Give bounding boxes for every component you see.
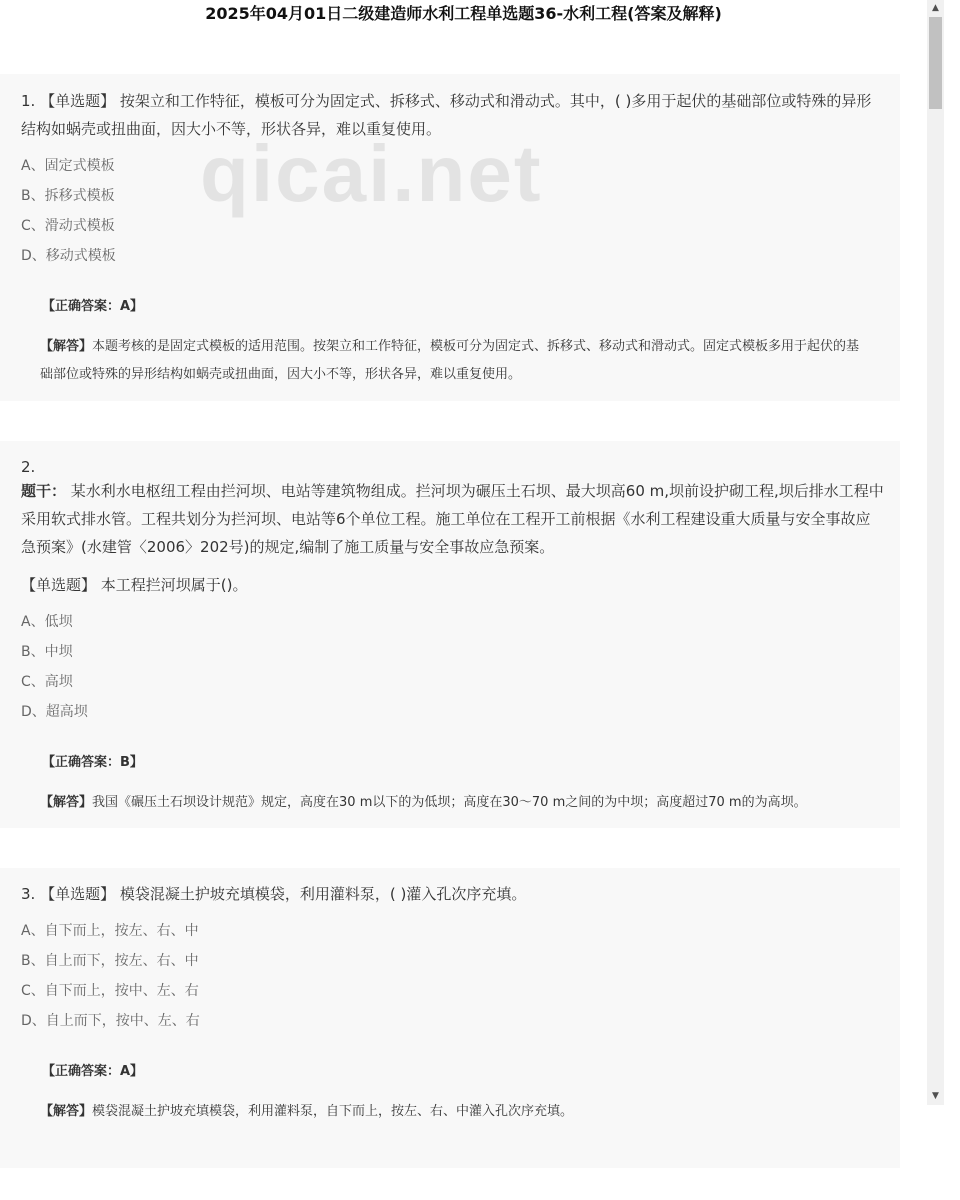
option-b[interactable]: B、拆移式模板 <box>21 188 115 204</box>
explanation <box>40 333 868 389</box>
explanation-label: 【解答】 <box>40 795 93 810</box>
explanation <box>40 789 868 817</box>
option-b[interactable]: B、自上而下，按左、右、中 <box>21 953 199 969</box>
option-a[interactable]: A、固定式模板 <box>21 158 115 174</box>
question-card-3 <box>0 868 900 1168</box>
question-text <box>21 87 884 143</box>
question-number: 2. <box>21 458 36 476</box>
scroll-up-icon[interactable]: ▲ <box>932 3 939 13</box>
question-card-2 <box>0 441 900 828</box>
option-d[interactable]: D、超高坝 <box>21 704 88 720</box>
question-body: 按架立和工作特征，模板可分为固定式、拆移式、移动式和滑动式。其中，( )多用于起伏的基础部位或特殊的异形结构如蜗壳或扭曲面，因大小不等，形状各异，难以重复使用。 <box>21 92 872 138</box>
question-text <box>21 880 884 908</box>
option-a[interactable]: A、自下而上，按左、右、中 <box>21 923 199 939</box>
explanation-text: 我国《碾压土石坝设计规范》规定，高度在30 m以下的为低坝；高度在30～70 m之间的为中坝；高度超过70 m的为高坝。 <box>92 795 807 810</box>
question-stem <box>21 477 884 561</box>
question-body: 本工程拦河坝属于()。 <box>100 576 248 594</box>
option-a[interactable]: A、低坝 <box>21 614 73 630</box>
explanation-label: 【解答】 <box>40 339 93 354</box>
option-c[interactable]: C、高坝 <box>21 674 73 690</box>
question-number: 3. <box>21 885 36 903</box>
question-card-1 <box>0 74 900 401</box>
question-type-tag: 【单选题】 <box>21 576 97 594</box>
option-list <box>21 151 900 271</box>
stem-text: 某水利水电枢纽工程由拦河坝、电站等建筑物组成。拦河坝为碾压土石坝、最大坝高60 m,坝前设护砌工程,坝后排水工程中采用软式排水管。工程共划分为拦河坝、电站等6个单位工程。施工单位在工程开工前根据《水利工程建设重大质量与安全事故应急预案》(水建管〈2006〉202号)的规定,编制了施工质量与安全事故应急预案。 <box>21 482 884 556</box>
correct-answer: 【正确答案：A】 <box>42 299 144 314</box>
correct-answer: 【正确答案：A】 <box>42 1064 144 1079</box>
option-b[interactable]: B、中坝 <box>21 644 73 660</box>
watermark: qicai.net <box>200 129 543 218</box>
scroll-down-icon[interactable]: ▼ <box>932 1091 939 1101</box>
question-type-tag: 【单选题】 <box>40 92 116 110</box>
page-title: 2025年04月01日二级建造师水利工程单选题36-水利工程(答案及解释) <box>205 4 722 23</box>
explanation-text: 本题考核的是固定式模板的适用范围。按架立和工作特征，模板可分为固定式、拆移式、移动式和滑动式。固定式模板多用于起伏的基础部位或特殊的异形结构如蜗壳或扭曲面，因大小不等，形状各异，难以重复使用。 <box>40 339 860 382</box>
correct-answer: 【正确答案：B】 <box>42 755 143 770</box>
option-d[interactable]: D、自上而下，按中、左、右 <box>21 1013 200 1029</box>
stem-label: 题干： <box>21 482 67 500</box>
option-c[interactable]: C、自下而上，按中、左、右 <box>21 983 199 999</box>
explanation-text: 模袋混凝土护坡充填模袋，利用灌料泵，自下而上，按左、右、中灌入孔次序充填。 <box>92 1104 574 1119</box>
explanation <box>40 1098 868 1126</box>
option-list <box>21 607 900 727</box>
question-type-tag: 【单选题】 <box>40 885 116 903</box>
question-body: 模袋混凝土护坡充填模袋，利用灌料泵，( )灌入孔次序充填。 <box>119 885 527 903</box>
explanation-label: 【解答】 <box>40 1104 93 1119</box>
option-d[interactable]: D、移动式模板 <box>21 248 116 264</box>
vertical-scrollbar[interactable] <box>927 0 944 1105</box>
question-number: 1. <box>21 92 36 110</box>
option-c[interactable]: C、滑动式模板 <box>21 218 115 234</box>
scroll-thumb[interactable] <box>929 17 942 109</box>
question-text <box>21 571 884 599</box>
option-list <box>21 916 900 1036</box>
